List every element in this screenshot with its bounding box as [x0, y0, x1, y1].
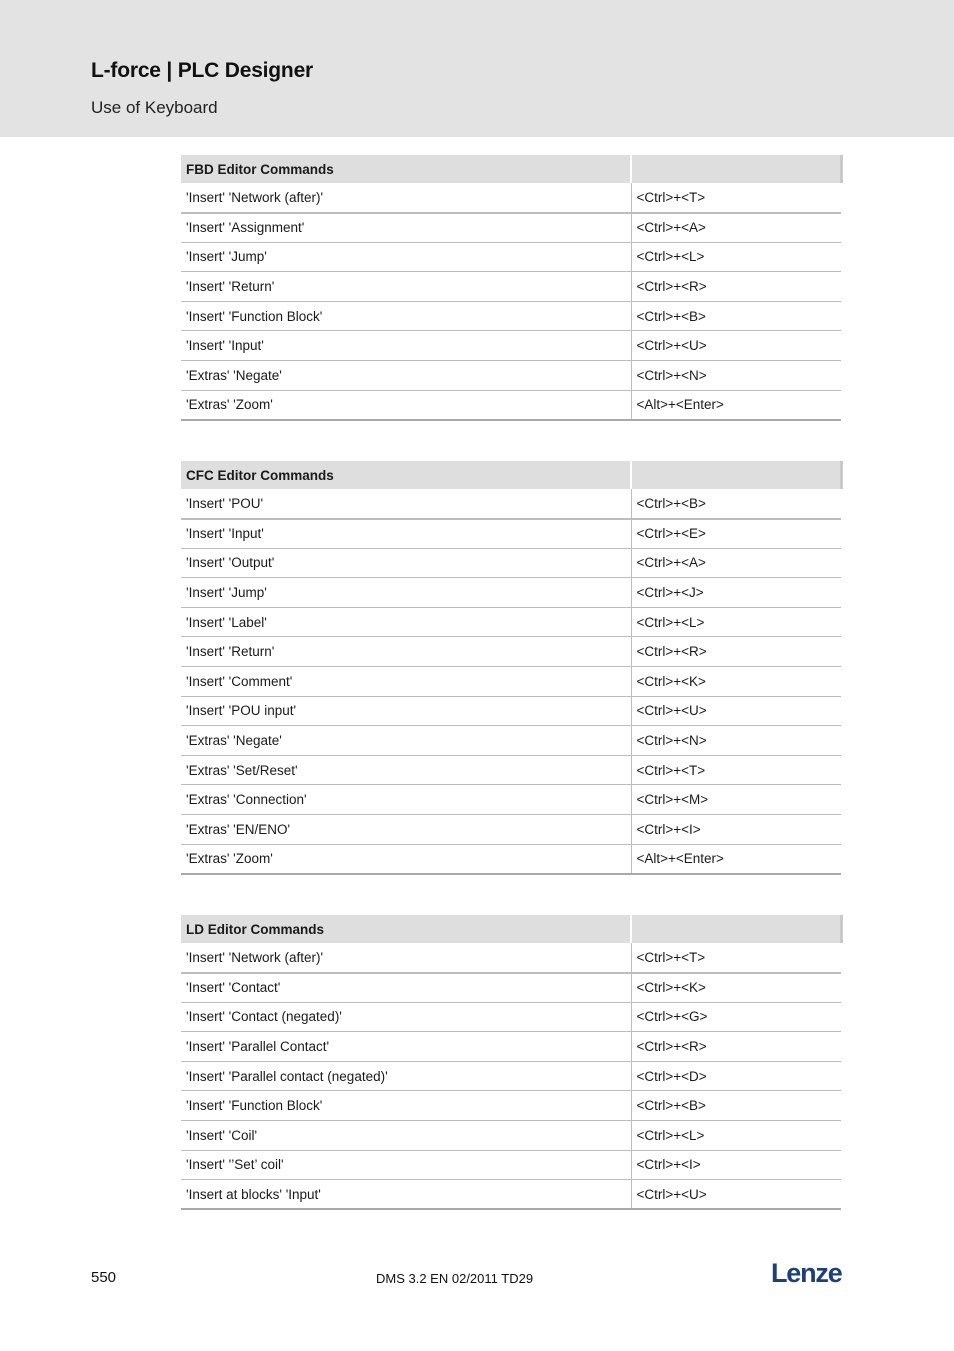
table-row	[181, 1180, 841, 1210]
shortcut-cell: <Ctrl>+<T>	[631, 943, 841, 973]
shortcut-cell: <Ctrl>+<J>	[631, 578, 841, 608]
table-row	[181, 1032, 841, 1062]
table-title: CFC Editor Commands	[181, 461, 631, 489]
document-id: DMS 3.2 EN 02/2011 TD29	[376, 1271, 534, 1286]
table-row	[181, 844, 841, 874]
shortcut-cell: <Ctrl>+<L>	[631, 1121, 841, 1151]
shortcut-cell: <Ctrl>+<D>	[631, 1061, 841, 1091]
table-row	[181, 331, 841, 361]
table-row	[181, 1121, 841, 1151]
table-row	[181, 519, 841, 549]
table-row	[181, 943, 841, 973]
command-cell: 'Insert' 'POU'	[181, 489, 631, 519]
shortcut-cell: <Ctrl>+<M>	[631, 785, 841, 815]
table-header-row	[181, 915, 841, 943]
shortcut-cell: <Ctrl>+<E>	[631, 519, 841, 549]
table-title: FBD Editor Commands	[181, 155, 631, 183]
command-cell: 'Insert' 'Return'	[181, 272, 631, 302]
table-row	[181, 755, 841, 785]
command-cell: 'Insert at blocks' 'Input'	[181, 1180, 631, 1210]
command-cell: 'Insert' 'Jump'	[181, 242, 631, 272]
table-row	[181, 272, 841, 302]
table-row	[181, 361, 841, 391]
command-cell: 'Insert' 'Jump'	[181, 578, 631, 608]
table-header-empty	[631, 155, 841, 183]
shortcut-cell: <Ctrl>+<B>	[631, 1091, 841, 1121]
shortcut-cell: <Ctrl>+<R>	[631, 637, 841, 667]
shortcut-cell: <Ctrl>+<K>	[631, 973, 841, 1003]
shortcut-cell: <Ctrl>+<K>	[631, 667, 841, 697]
command-cell: 'Insert' 'Function Block'	[181, 1091, 631, 1121]
command-cell: 'Insert' 'Network (after)'	[181, 183, 631, 213]
fbd-commands-table	[181, 155, 843, 421]
table-header-empty	[631, 461, 841, 489]
table-row	[181, 390, 841, 420]
command-cell: 'Insert' 'POU input'	[181, 696, 631, 726]
shortcut-cell: <Ctrl>+<I>	[631, 1150, 841, 1180]
command-cell: 'Insert' 'Network (after)'	[181, 943, 631, 973]
table-header-row	[181, 155, 841, 183]
shortcut-cell: <Ctrl>+<N>	[631, 361, 841, 391]
table-row	[181, 726, 841, 756]
table-row	[181, 637, 841, 667]
table-header-empty	[631, 915, 841, 943]
table-header-row	[181, 461, 841, 489]
command-cell: 'Insert' 'Input'	[181, 519, 631, 549]
table-row	[181, 242, 841, 272]
table-row	[181, 213, 841, 243]
table-row	[181, 815, 841, 845]
shortcut-cell: <Ctrl>+<N>	[631, 726, 841, 756]
table-row	[181, 1002, 841, 1032]
command-cell: 'Insert' 'Return'	[181, 637, 631, 667]
section-subtitle: Use of Keyboard	[91, 98, 218, 117]
table-row	[181, 548, 841, 578]
page-header	[0, 0, 954, 137]
document-title: L-force | PLC Designer	[91, 59, 314, 82]
command-cell: 'Insert' 'Assignment'	[181, 213, 631, 243]
command-cell: 'Insert' 'Input'	[181, 331, 631, 361]
table-row	[181, 183, 841, 213]
command-cell: 'Extras' 'Negate'	[181, 361, 631, 391]
table-row	[181, 1061, 841, 1091]
page-number: 550	[91, 1269, 117, 1286]
shortcut-cell: <Ctrl>+<T>	[631, 183, 841, 213]
command-cell: 'Insert' 'Contact'	[181, 973, 631, 1003]
shortcut-cell: <Ctrl>+<U>	[631, 1180, 841, 1210]
shortcut-cell: <Ctrl>+<L>	[631, 242, 841, 272]
table-row	[181, 301, 841, 331]
shortcut-cell: <Ctrl>+<R>	[631, 272, 841, 302]
table-title: LD Editor Commands	[181, 915, 631, 943]
command-cell: 'Extras' 'Negate'	[181, 726, 631, 756]
shortcut-cell: <Ctrl>+<B>	[631, 489, 841, 519]
table-row	[181, 1091, 841, 1121]
shortcut-cell: <Alt>+<Enter>	[631, 390, 841, 420]
command-cell: 'Extras' 'Zoom'	[181, 844, 631, 874]
command-cell: 'Insert' 'Function Block'	[181, 301, 631, 331]
shortcut-cell: <Alt>+<Enter>	[631, 844, 841, 874]
shortcut-cell: <Ctrl>+<R>	[631, 1032, 841, 1062]
command-cell: 'Insert' 'Output'	[181, 548, 631, 578]
command-cell: 'Insert' 'Label'	[181, 607, 631, 637]
shortcut-cell: <Ctrl>+<I>	[631, 815, 841, 845]
command-cell: 'Insert' 'Coil'	[181, 1121, 631, 1151]
shortcut-cell: <Ctrl>+<B>	[631, 301, 841, 331]
shortcut-cell: <Ctrl>+<U>	[631, 331, 841, 361]
command-cell: 'Extras' 'Connection'	[181, 785, 631, 815]
table-row	[181, 785, 841, 815]
command-cell: 'Insert' 'Contact (negated)'	[181, 1002, 631, 1032]
shortcut-cell: <Ctrl>+<U>	[631, 696, 841, 726]
shortcut-cell: <Ctrl>+<A>	[631, 213, 841, 243]
shortcut-cell: <Ctrl>+<G>	[631, 1002, 841, 1032]
command-cell: 'Insert' 'Parallel Contact'	[181, 1032, 631, 1062]
shortcut-cell: <Ctrl>+<T>	[631, 755, 841, 785]
ld-commands-table	[181, 915, 843, 1210]
cfc-commands-table	[181, 461, 843, 875]
command-cell: 'Extras' 'Set/Reset'	[181, 755, 631, 785]
command-cell: 'Insert' 'Parallel contact (negated)'	[181, 1061, 631, 1091]
table-row	[181, 696, 841, 726]
command-cell: 'Insert' 'Comment'	[181, 667, 631, 697]
table-row	[181, 667, 841, 697]
table-row	[181, 607, 841, 637]
table-row	[181, 973, 841, 1003]
shortcut-cell: <Ctrl>+<A>	[631, 548, 841, 578]
command-cell: 'Insert' '’Set’ coil'	[181, 1150, 631, 1180]
command-cell: 'Extras' 'Zoom'	[181, 390, 631, 420]
table-row	[181, 1150, 841, 1180]
table-row	[181, 578, 841, 608]
shortcut-cell: <Ctrl>+<L>	[631, 607, 841, 637]
lenze-logo: Lenze	[771, 1258, 842, 1288]
table-row	[181, 489, 841, 519]
command-cell: 'Extras' 'EN/ENO'	[181, 815, 631, 845]
